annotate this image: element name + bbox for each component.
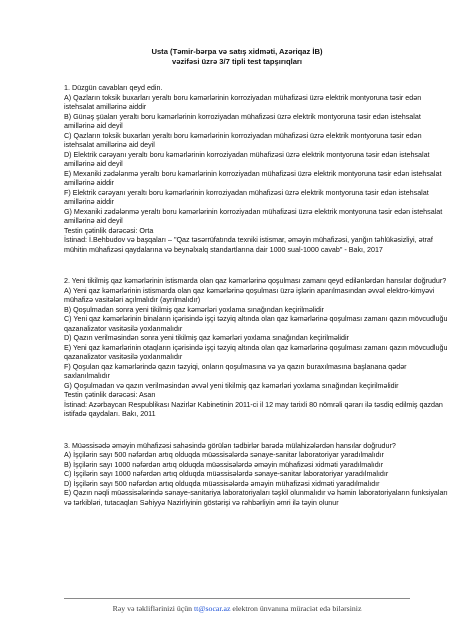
question-title: 2. Yeni tikilmiş qaz kəmərlərinin istismarda olan qaz kəmərlərinə qoşulması zamanı qeyd edilənlərdən hansılar doğrudur?	[64, 277, 447, 285]
answer-option: C) Qazların toksik buxarları yeraltı boru kəmərlərinin korroziyadan mühafizəsi üzrə elektrik montyoruna təsir edən istehsalat amillərinə aid deyil	[64, 131, 422, 149]
reference-source: İstinad: Azərbaycan Respublikası Nazirlər Kabinetinin 2011-ci il 12 may tarixli 80 nömrəli qərarı ilə təsdiq edilmiş qazdan istifadə qaydaları. Bakı, 2011	[64, 400, 443, 418]
answer-option: G) Mexaniki zədələnmə yeraltı boru kəmərlərinin korroziyadan mühafizəsi üzrə elektrik montyoruna təsir edən istehsalat amillərinə aid deyil	[64, 207, 443, 225]
answer-option: E) Yeni qaz kəmərlərinin otaqların içərisində işçi təzyiq altında olan qaz kəmərlərinə qoşulması zamanı qazın mövcudluğu qazanalizator vasitəsilə yoxlanmalıdır	[64, 343, 448, 361]
title-line-2: vəzifəsi üzrə 3/7 tipli test tapşırıqları	[172, 57, 302, 66]
reference-source: İstinad: İ.Behbudov və başqaları – "Qaz təsərrüfatında texniki istismar, əməyin mühafizəsi, yanğın təhlükəsizliyi, ətraf mühitin mühafizəsi qaydalarına və beynəlxalq standartlarına dair 1000 sual-1000 cavab" - Bakı, 2017	[64, 236, 433, 254]
footer-note	[0, 604, 474, 614]
question-block	[64, 442, 449, 509]
document-title	[0, 47, 474, 67]
answer-option: A) Yeni qaz kəmərlərinin istismarda olan qaz kəmərlərinə qoşulması üzrə işlərin aparılmasından əvvəl elektro-kimyəvi mühafizə vasitələri açılmalıdır (ayrılmalıdır)	[64, 286, 435, 304]
answer-option: B) İşçilərin sayı 1000 nəfərdən artıq olduqda müəssisələrdə əməyin mühafizəsi xidməti yaradılmalıdır	[64, 460, 384, 469]
question-title: 1. Düzgün cavabları qeyd edin.	[64, 84, 163, 92]
answer-option: D) Elektrik cərəyanı yeraltı boru kəmərlərinin korroziyadan mühafizəsi üzrə elektrik montyoruna təsir edən istehsalat amillərinə aid deyil	[64, 150, 430, 168]
answer-option: A) Qazların toksik buxarları yeraltı boru kəmərlərinin korroziyadan mühafizəsi üzrə elektrik montyoruna təsir edən istehsalat amillərinə aiddir	[64, 93, 422, 111]
question-title: 3. Müəssisədə əməyin mühafizəsi sahəsində görülən tədbirlər barədə mülahizələrdən hansılar doğrudur?	[64, 441, 396, 450]
question-block	[64, 84, 449, 255]
questions-container	[64, 84, 449, 530]
question-block	[64, 277, 449, 420]
footer-text-after: elektron ünvanına müraciət edə bilərsiniz	[230, 604, 362, 613]
answer-option: E) Mexaniki zədələnmə yeraltı boru kəmərlərinin korroziyadan mühafizəsi üzrə elektrik montyoruna təsir edən istehsalat amillərinə aiddir	[64, 169, 442, 187]
difficulty-level: Testin çətinlik dərəcəsi: Asan	[64, 391, 156, 399]
answer-option: D) Qazın verilməsindən sonra yeni tikilmiş qaz kəmərləri yoxlama sınağından keçirilməlidir	[64, 334, 349, 342]
footer-divider	[64, 598, 410, 599]
answer-option: A) İşçilərin sayı 500 nəfərdən artıq olduqda müəssisələrdə sənaye-sanitar laboratoriyar yaradılmalıdır	[64, 451, 384, 459]
answer-option: B) Qoşulmadan sonra yeni tikilmiş qaz kəmərləri yoxlama sınağından keçirilməlidir	[64, 305, 324, 314]
answer-option: E) Qazın nəqli müəssisələrində sənaye-sanitariya laboratoriyaları təşkil olunmalıdır və həmin laboratoriyaların funksiyaları və tərkibləri, tutacaqları Səhiyyə Nazirliyinin göstərişi və rəhbərliyin əmri ilə təyin olunur	[64, 489, 448, 507]
answer-option: C) Yeni qaz kəmərlərinin binaların içərisində işçi təzyiq altında olan qaz kəmərlərinə qoşulması zamanı qazın mövcudluğu qazanalizator vasitəsilə yoxlanmalıdır	[64, 315, 448, 333]
answer-option: F) Elektrik cərəyanı yeraltı boru kəmərlərinin korroziyadan mühafizəsi üzrə elektrik montyoruna təsir edən istehsalat amillərinə aiddir	[64, 188, 429, 206]
answer-option: G) Qoşulmadan və qazın verilməsindən əvvəl yeni tikilmiş qaz kəmərləri yoxlama sınağından keçirilməlidir	[64, 381, 399, 390]
difficulty-level: Testin çətinlik dərəcəsi: Orta	[64, 226, 154, 235]
answer-option: D) İşçilərin sayı 500 nəfərdən artıq olduqda müəssisələrdə əməyin mühafizəsi xidməti yaradılmalıdır	[64, 479, 380, 488]
title-line-1: Usta (Təmir-bərpa və satış xidməti, Azəriqaz İB)	[151, 47, 323, 56]
answer-option: B) Günəş şüaları yeraltı boru kəmərlərinin korroziyadan mühafizəsi üzrə elektrik montyoruna təsir edən istehsalat amillərinə aid deyil	[64, 112, 421, 130]
footer-text-before: Rəy və təkliflərinizi üçün	[112, 604, 195, 613]
answer-option: F) Qoşulan qaz kəmərlərində qazın təzyiqi, onların qoşulmasına və ya qazın buraxılmasına başlanana qədər saxlanılmalıdır	[64, 362, 407, 380]
answer-option: C) İşçilərin sayı 1000 nəfərdən artıq olduqda müəssisələrdə sənaye-sanitar laboratoriyar yaradılmalıdır	[64, 470, 389, 478]
footer-email-link[interactable]: tt@socar.az	[194, 604, 231, 613]
